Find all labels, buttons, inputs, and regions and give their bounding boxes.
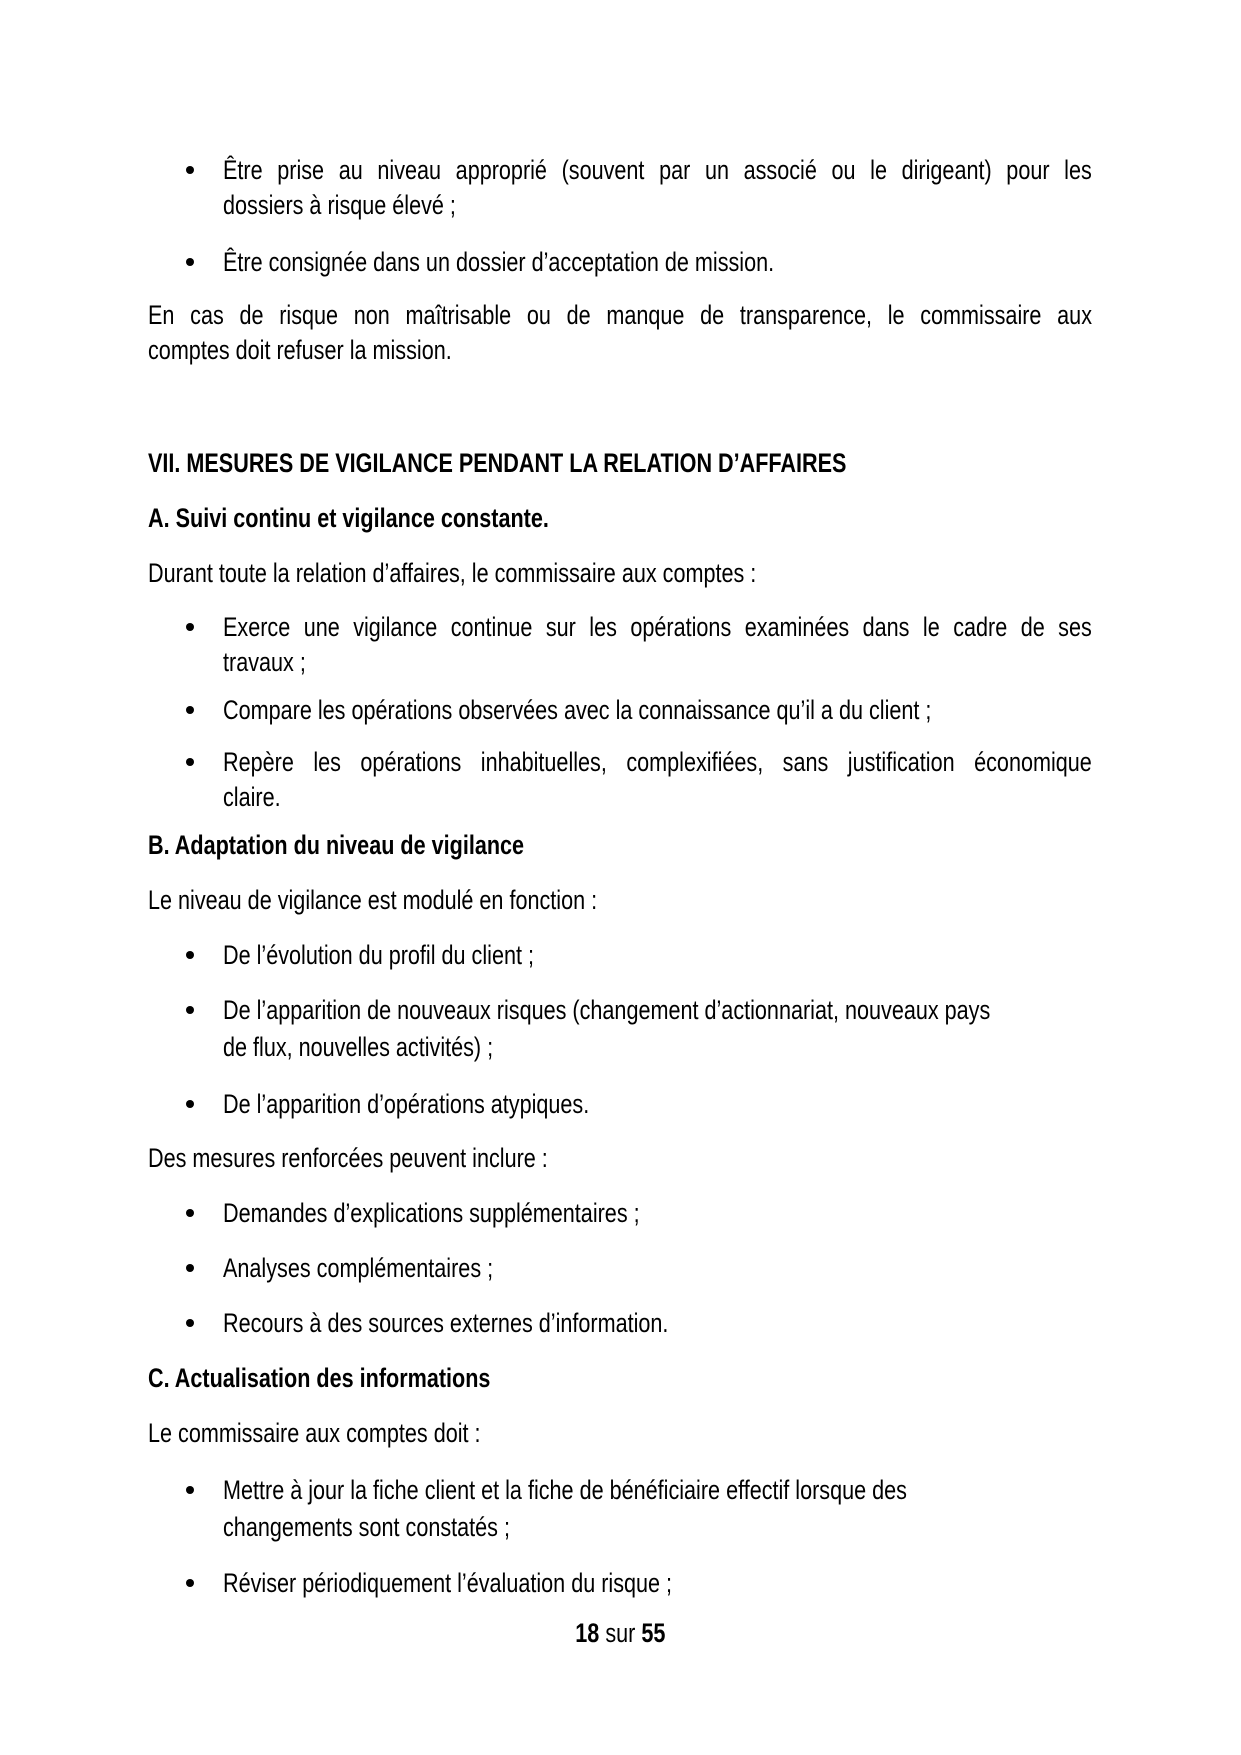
list-item-text: Compare les opérations observées avec la connaissance qu’il a du client ; bbox=[223, 695, 932, 725]
section-heading: VII. MESURES DE VIGILANCE PENDANT LA RELATION D’AFFAIRES bbox=[148, 448, 847, 478]
bullet-icon bbox=[186, 623, 194, 631]
list-item-text: Mettre à jour la fiche client et la fiche de bénéficiaire effectif lorsque des bbox=[223, 1475, 907, 1505]
bullet-icon bbox=[186, 706, 194, 714]
list-item-text: Analyses complémentaires ; bbox=[223, 1253, 494, 1283]
paragraph-text: Le commissaire aux comptes doit : bbox=[148, 1418, 481, 1448]
list-item-text: travaux ; bbox=[223, 647, 306, 677]
bullet-icon bbox=[186, 1486, 194, 1494]
list-item-text: de flux, nouvelles activités) ; bbox=[223, 1032, 494, 1062]
list-item-text: Demandes d’explications supplémentaires ; bbox=[223, 1198, 640, 1228]
page-separator: sur bbox=[605, 1618, 636, 1648]
list-item-text: Être prise au niveau approprié (souvent par un associé ou le dirigeant) pour les bbox=[223, 155, 1092, 185]
page-number bbox=[0, 1617, 1241, 1649]
paragraph-text: comptes doit refuser la mission. bbox=[148, 335, 452, 365]
bullet-icon bbox=[186, 1264, 194, 1272]
list-item-text: Être consignée dans un dossier d’acceptation de mission. bbox=[223, 247, 775, 277]
bullet-icon bbox=[186, 951, 194, 959]
bullet-icon bbox=[186, 258, 194, 266]
list-item-text: De l’évolution du profil du client ; bbox=[223, 940, 534, 970]
paragraph-text: Durant toute la relation d’affaires, le commissaire aux comptes : bbox=[148, 558, 757, 588]
bullet-icon bbox=[186, 1319, 194, 1327]
bullet-icon bbox=[186, 1579, 194, 1587]
list-item-text: De l’apparition d’opérations atypiques. bbox=[223, 1089, 590, 1119]
bullet-icon bbox=[186, 1209, 194, 1217]
list-item-text: Réviser périodiquement l’évaluation du risque ; bbox=[223, 1568, 673, 1598]
list-item-text: Recours à des sources externes d’information. bbox=[223, 1308, 669, 1338]
list-item-text: changements sont constatés ; bbox=[223, 1512, 510, 1542]
list-item-text: Exerce une vigilance continue sur les opérations examinées dans le cadre de ses bbox=[223, 612, 1092, 642]
list-item-text: De l’apparition de nouveaux risques (changement d’actionnariat, nouveaux pays bbox=[223, 995, 991, 1025]
paragraph-text: En cas de risque non maîtrisable ou de manque de transparence, le commissaire aux bbox=[148, 300, 1092, 330]
subsection-heading: C. Actualisation des informations bbox=[148, 1363, 491, 1393]
list-item-text: claire. bbox=[223, 782, 281, 812]
bullet-icon bbox=[186, 1100, 194, 1108]
bullet-icon bbox=[186, 758, 194, 766]
subsection-heading: B. Adaptation du niveau de vigilance bbox=[148, 830, 525, 860]
paragraph-text: Des mesures renforcées peuvent inclure : bbox=[148, 1143, 548, 1173]
bullet-icon bbox=[186, 166, 194, 174]
current-page: 18 bbox=[575, 1618, 600, 1648]
paragraph-text: Le niveau de vigilance est modulé en fonction : bbox=[148, 885, 598, 915]
subsection-heading: A. Suivi continu et vigilance constante. bbox=[148, 503, 549, 533]
list-item-text: Repère les opérations inhabituelles, complexifiées, sans justification économique bbox=[223, 747, 1092, 777]
list-item-text: dossiers à risque élevé ; bbox=[223, 190, 456, 220]
total-pages: 55 bbox=[641, 1618, 666, 1648]
bullet-icon bbox=[186, 1006, 194, 1014]
